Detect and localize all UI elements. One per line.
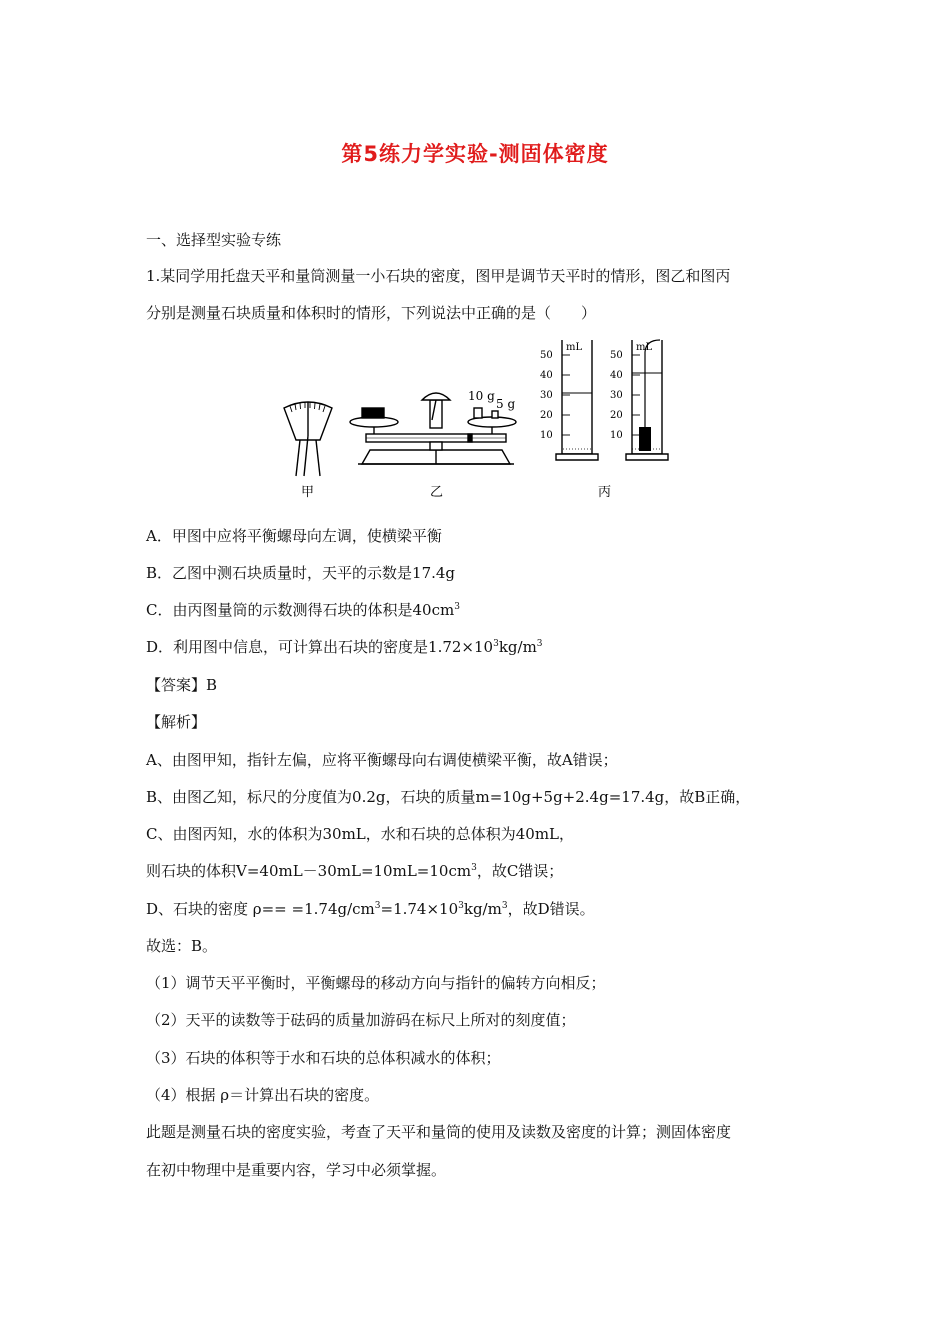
cylinder1-tick-40: 40: [540, 370, 553, 381]
question-stem-line1: 1.某同学用托盘天平和量筒测量一小石块的密度，图甲是调节天平时的情形，图乙和图丙: [146, 267, 731, 285]
label-bing: 丙: [598, 485, 612, 500]
cylinder-water-and-stone: [626, 340, 668, 460]
analysis-summary-1: 此题是测量石块的密度实验，考查了天平和量筒的使用及读数及密度的计算；测固体密度: [146, 1123, 732, 1141]
analysis-point-3: （3）石块的体积等于水和石块的总体积减水的体积；: [146, 1049, 501, 1067]
option-c: C．由丙图量筒的示数测得石块的体积是$40cm^3$: [146, 601, 460, 619]
cylinder1-tick-50: 50: [540, 350, 553, 361]
cylinder2-tick-30: 30: [610, 390, 623, 401]
analysis-heading: 【解析】: [146, 713, 207, 731]
cylinder2-tick-50: 50: [610, 350, 623, 361]
section-heading: 一、选择型实验专练: [146, 231, 282, 249]
label-jia: 甲: [301, 485, 315, 500]
cylinder-water: [556, 340, 598, 460]
analysis-volume: 则石块的体积$V=40mL-30mL=10mL=10cm^3$，故C错误；: [146, 862, 564, 880]
balance-pointer-diagram: [284, 402, 332, 476]
weight-10g-label: 10 g: [468, 389, 495, 403]
weight-5g-label: 5 g: [496, 397, 516, 411]
cylinder1-unit: mL: [566, 342, 583, 353]
analysis-choose: 故选：B。: [146, 937, 218, 955]
answer: 【答案】B: [146, 676, 218, 694]
analysis-point-1: （1）调节天平平衡时，平衡螺母的移动方向与指针的偏转方向相反；: [146, 974, 606, 992]
option-b: B．乙图中测石块质量时，天平的示数是17.4g: [146, 564, 456, 582]
cylinder2-unit: mL: [636, 342, 653, 353]
label-yi: 乙: [430, 485, 444, 500]
analysis-summary-2: 在初中物理中是重要内容，学习中必须掌握。: [146, 1161, 447, 1179]
analysis-b: B、由图乙知，标尺的分度值为0.2g，石块的质量m=10g+5g+2.4g=17.4g，故B正确，: [146, 788, 751, 806]
page-title: 第5练力学实验-测固体密度: [341, 142, 609, 166]
analysis-point-2: （2）天平的读数等于砝码的质量加游码在标尺上所对的刻度值；: [146, 1011, 576, 1029]
cylinder1-tick-10: 10: [540, 430, 553, 441]
analysis-point-4: （4）根据 ρ＝计算出石块的密度。: [146, 1086, 380, 1104]
cylinder1-tick-30: 30: [540, 390, 553, 401]
analysis-c: C、由图丙知，水的体积为30mL，水和石块的总体积为40mL，: [146, 825, 575, 843]
cylinder2-tick-10: 10: [610, 430, 623, 441]
cylinder2-tick-20: 20: [610, 410, 623, 421]
cylinder2-tick-40: 40: [610, 370, 623, 381]
analysis-d: D、石块的密度 $\rho== =1.74g/cm^3=1.74\times 10^3kg/m^3$，故D错误。: [146, 900, 595, 918]
cylinder2-ticks: [610, 350, 623, 441]
analysis-a: A、由图甲知，指针左偏，应将平衡螺母向右调使横梁平衡，故A错误；: [146, 751, 618, 769]
experiment-figure: [270, 336, 670, 502]
cylinder1-tick-20: 20: [540, 410, 553, 421]
cylinder1-ticks: [540, 350, 553, 441]
option-a: A．甲图中应将平衡螺母向左调，使横梁平衡: [146, 527, 442, 545]
balance-diagram: [350, 393, 516, 464]
option-d: D．利用图中信息，可计算出石块的密度是$1.72\times 10^3kg/m^3$: [146, 638, 543, 656]
question-stem-line2: 分别是测量石块质量和体积时的情形，下列说法中正确的是（ ）: [146, 304, 597, 322]
